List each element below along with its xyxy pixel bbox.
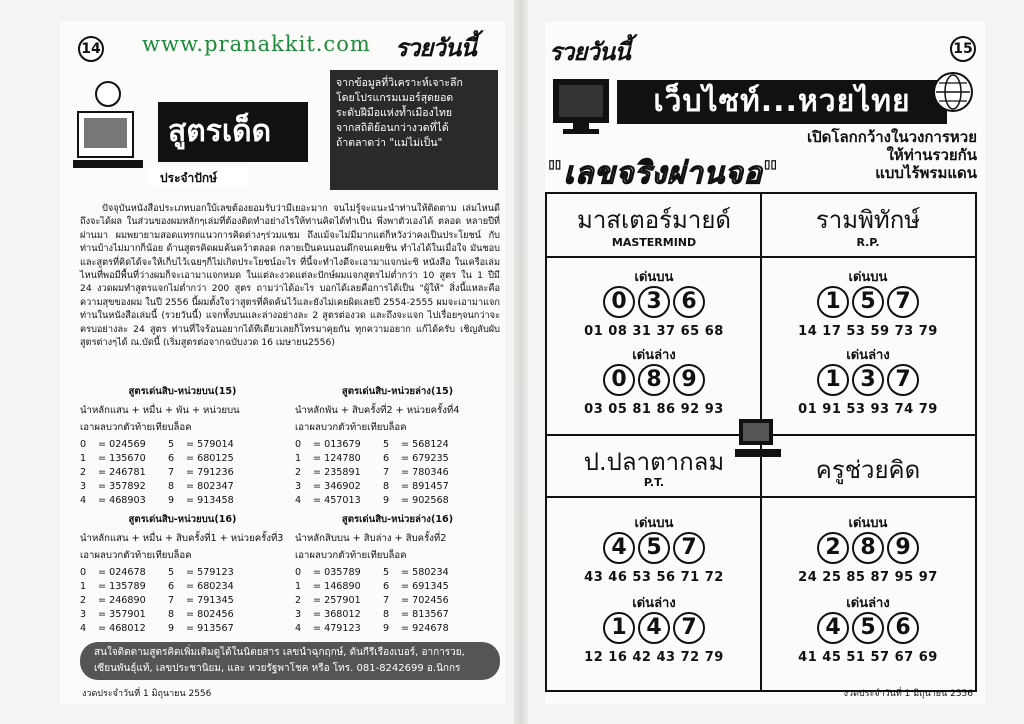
row-key: 5 <box>383 439 390 450</box>
row-value: = 579014 <box>186 439 234 450</box>
brand-logo-right: รวยวันนี้ <box>549 37 630 66</box>
row-value: = 035789 <box>313 567 361 578</box>
intro-line: โดยโปรแกรมเมอร์สุดยอด <box>336 92 454 104</box>
row-value: = 924678 <box>401 623 449 634</box>
hero-title-left: สูตรเด็ด <box>168 114 272 149</box>
top-digits <box>763 532 973 564</box>
row-key: 8 <box>168 609 175 620</box>
source-code: MASTERMIND <box>611 236 697 249</box>
row-key: 0 <box>80 439 87 450</box>
article-body <box>80 202 500 349</box>
row-key: 8 <box>383 481 390 492</box>
row-key: 6 <box>383 581 390 592</box>
row-value: = 680125 <box>186 453 234 464</box>
top-digits <box>549 532 759 564</box>
row-key: 9 <box>383 495 390 506</box>
bottom-label: เด่นล่าง <box>846 596 890 611</box>
article-paragraph: ปัจจุบันหนังสือประเภทบอกใบ้เลขต้องยอมรับว่ามีเยอะมาก จนไม่รู้จะแนะนำท่านให้ติดตาม เล่มไหนดีถึงจะได้ผล ในส่วนของผมหลักๆเล่มที่ต้องติดทำอย่างไรให้ท่านคิดได้ทำเป็น พึ่งพาตัวเองได้ ตลอด หลายปีที่ผ่านมา ผมพยายามสอดแทรกแนวการคิดต่างๆร่วมแชม ถึงแม้จะไม่มีมากแต่ก็หวังว่าคงเป็นประโยชน์ กับท่านบ้างไม่มากก็น้อย ด้านสูตรคิดผมค้นคว้าตลอด กลายเป็นคนนอนดึกจนเคยชิน ทำไงได้ในเมื่อใจ มันชอบ และสูตรที่คิดได้จะให้เก็บไว้เฉยๆก็ไม่เกิดประโยชน์อะไร ที่นี้จะทำไงดีจะเอามาแจกน่ะซิ หนังสือ ในเครือเล่มไหนที่พอมีพื้นที่ว่างผมก็จะเอามาแจกหมด ในแต่ละงวดแต่ละปักษ์ผมแจกสูตรไม่ต่ำกว่า 10 สูตร ใน 1 ปีมี 24 งวดผมทำสูตรแจกไม่ต่ำกว่า 200 สูตร ถามว่าได้อะไร บอกได้เลยคือการได้เป็น "ผู้ให้" สิ่งนี้แหละคือความสุขของผม ในปี 2556 นี้ผมตั้งใจว่าสูตรที่คิดค้นไว้และยังไม่เคยผิดเลยปี 2554-2555 ผมจะเอามาแจกท่านในหนังสือเล่มนี้ (รวยวันนี้) แจกทั้งบนและล่างอย่างละ 2 สูตรต่องวด และถึงจะแจก ไปเรื่อยๆจนกว่าจะครบอย่างละ 24 สูตร ท่านที่ใจร้อนอยากได้ทีเดียวเลยก็โทรมาคุยกัน ทุกความอยาก แก้ได้ครับ เชิญลับผับสูตรต่างๆได้ ณ.บัดนี้ (เริ่มสูตรต่อจากฉบับงวด 16 เมษายน2556) <box>80 203 500 349</box>
row-value: = 479123 <box>313 623 361 634</box>
row-key: 0 <box>295 567 302 578</box>
formula-title: สูตรเด่นสิบ-หน่วยบน(16) <box>128 514 237 525</box>
book-spine <box>514 0 528 724</box>
row-value: = 357892 <box>98 481 146 492</box>
row-value: = 691345 <box>401 581 449 592</box>
row-key: 6 <box>383 453 390 464</box>
subtitle-line: เปิดโลกกว้างในวงการหวย <box>807 128 977 146</box>
row-key: 9 <box>168 623 175 634</box>
row-key: 3 <box>80 481 87 492</box>
intro-line: จากข้อมูลที่วิเคราะห์เจาะลึก <box>336 77 463 89</box>
row-key: 2 <box>295 595 302 606</box>
row-key: 1 <box>80 581 87 592</box>
hero-illustration <box>68 72 318 192</box>
row-key: 2 <box>80 467 87 478</box>
row-value: = 346902 <box>313 481 361 492</box>
bottom-numbers: 03 05 81 86 92 93 <box>584 402 724 417</box>
bottom-label: เด่นล่าง <box>632 596 676 611</box>
row-value: = 135789 <box>98 581 146 592</box>
row-key: 7 <box>383 595 390 606</box>
row-value: = 791345 <box>186 595 234 606</box>
formula-title: สูตรเด่นสิบ-หน่วยล่าง(15) <box>341 386 454 397</box>
brand-logo-left: รวยวันนี้ <box>395 33 476 62</box>
row-value: = 579123 <box>186 567 234 578</box>
bottom-digits <box>763 612 973 644</box>
formula-desc-2: เอาผลบวกตัวท้ายเทียบล็อค <box>80 550 192 561</box>
digit-circle: 9 <box>673 364 705 396</box>
row-key: 8 <box>383 609 390 620</box>
row-key: 3 <box>295 609 302 620</box>
top-label: เด่นบน <box>634 516 674 531</box>
contact-line: เซียนพันธุ์แท้, เลขประชานิยม, และ หวยรัฐพาโชค หรือ โทร. 081-8242699 อ.นิกกร <box>94 663 461 674</box>
row-value: = 802347 <box>186 481 234 492</box>
row-key: 3 <box>295 481 302 492</box>
row-key: 3 <box>80 609 87 620</box>
row-value: = 368012 <box>313 609 361 620</box>
row-value: = 791236 <box>186 467 234 478</box>
formula-block <box>295 384 500 506</box>
row-value: = 780346 <box>401 467 449 478</box>
digit-circle: 0 <box>603 286 635 318</box>
monitor-icon <box>551 77 613 137</box>
bottom-numbers: 41 45 51 57 67 69 <box>798 650 938 665</box>
top-numbers: 01 08 31 37 65 68 <box>584 324 724 339</box>
row-key: 0 <box>295 439 302 450</box>
formula-desc-2: เอาผลบวกตัวท้ายเทียบล็อค <box>295 550 407 561</box>
issue-date-left: งวดประจำวันที่ 1 มิถุนายน 2556 <box>82 689 212 699</box>
row-value: = 902568 <box>401 495 449 506</box>
grid-divider <box>547 496 975 498</box>
bottom-digits <box>549 364 759 396</box>
formula-desc-2: เอาผลบวกตัวท้ายเทียบล็อค <box>80 422 192 433</box>
digit-circle: 8 <box>852 532 884 564</box>
row-value: = 680234 <box>186 581 234 592</box>
row-value: = 679235 <box>401 453 449 464</box>
row-key: 5 <box>168 439 175 450</box>
hero-title-right: เว็บไซท์...หวยไทย <box>617 80 947 124</box>
hero-intro-box <box>330 70 498 190</box>
page-number-right: 15 <box>950 36 976 62</box>
digit-circle: 6 <box>887 612 919 644</box>
digit-circle: 6 <box>673 286 705 318</box>
source-name: ครูช่วยคิด <box>815 456 921 484</box>
row-value: = 580234 <box>401 567 449 578</box>
digit-circle: 5 <box>638 532 670 564</box>
row-value: = 357901 <box>98 609 146 620</box>
digit-circle: 4 <box>603 532 635 564</box>
source-name: มาสเตอร์มายด์ <box>577 206 731 234</box>
subtitle-line: ให้ท่านรวยกัน <box>886 146 977 164</box>
grid-divider <box>547 256 975 258</box>
row-value: = 457013 <box>313 495 361 506</box>
tagline-quote: "เลขจริงผ่านจอ" <box>547 156 780 191</box>
row-value: = 257901 <box>313 595 361 606</box>
row-key: 1 <box>295 581 302 592</box>
row-key: 4 <box>80 623 87 634</box>
bottom-numbers: 12 16 42 43 72 79 <box>584 650 724 665</box>
bottom-digits <box>763 364 973 396</box>
row-key: 6 <box>168 453 175 464</box>
digit-circle: 1 <box>817 286 849 318</box>
row-value: = 802456 <box>186 609 234 620</box>
digit-circle: 3 <box>852 364 884 396</box>
hero-subtitle-left: ประจำปักษ์ <box>160 171 218 185</box>
row-key: 2 <box>295 467 302 478</box>
top-label: เด่นบน <box>848 270 888 285</box>
formula-block <box>80 384 285 506</box>
row-value: = 013679 <box>313 439 361 450</box>
row-value: = 913458 <box>186 495 234 506</box>
small-computer-icon <box>735 417 785 462</box>
formula-desc: นำหลักพัน + สิบครั้งที่2 + หน่วยครั้งที่4 <box>295 405 460 416</box>
row-key: 7 <box>168 467 175 478</box>
row-key: 4 <box>80 495 87 506</box>
row-value: = 702456 <box>401 595 449 606</box>
formula-desc: นำหลักแสน + หมื่น + สิบครั้งที่1 + หน่วยครั้งที่3 <box>80 533 284 544</box>
contact-banner <box>80 642 500 680</box>
row-key: 2 <box>80 595 87 606</box>
digit-circle: 3 <box>638 286 670 318</box>
subtitle-line: แบบไร้พรมแดน <box>875 164 977 182</box>
bottom-label: เด่นล่าง <box>632 348 676 363</box>
digit-circle: 4 <box>638 612 670 644</box>
source-name: รามพิทักษ์ <box>815 206 921 234</box>
row-value: = 468903 <box>98 495 146 506</box>
row-value: = 891457 <box>401 481 449 492</box>
digit-circle: 4 <box>817 612 849 644</box>
row-value: = 246781 <box>98 467 146 478</box>
digit-circle: 7 <box>887 364 919 396</box>
top-digits <box>763 286 973 318</box>
formula-desc: นำหลักแสน + หมื่น + พัน + หน่วยบน <box>80 405 240 416</box>
row-value: = 235891 <box>313 467 361 478</box>
intro-line: ถ้าตลาดว่า "แม่ไม่เป็น" <box>336 137 443 149</box>
row-key: 5 <box>168 567 175 578</box>
row-value: = 568124 <box>401 439 449 450</box>
issue-date-right: งวดประจำวันที่ 1 มิถุนายน 2556 <box>843 689 973 699</box>
row-key: 6 <box>168 581 175 592</box>
row-key: 7 <box>168 595 175 606</box>
bottom-numbers: 01 91 53 93 74 79 <box>798 402 938 417</box>
row-key: 4 <box>295 623 302 634</box>
row-key: 1 <box>295 453 302 464</box>
row-value: = 813567 <box>401 609 449 620</box>
row-key: 9 <box>168 495 175 506</box>
top-numbers: 43 46 53 56 71 72 <box>584 570 724 585</box>
row-value: = 024569 <box>98 439 146 450</box>
row-value: = 146890 <box>313 581 361 592</box>
formula-rows <box>80 567 285 634</box>
digit-circle: 2 <box>817 532 849 564</box>
row-value: = 913567 <box>186 623 234 634</box>
row-key: 8 <box>168 481 175 492</box>
row-key: 1 <box>80 453 87 464</box>
digit-circle: 7 <box>673 532 705 564</box>
formula-title: สูตรเด่นสิบ-หน่วยบน(15) <box>128 386 237 397</box>
source-name: ป.ปลาตากลม <box>583 448 725 476</box>
row-value: = 468012 <box>98 623 146 634</box>
top-numbers: 24 25 85 87 95 97 <box>798 570 938 585</box>
row-key: 5 <box>383 567 390 578</box>
digit-circle: 1 <box>603 612 635 644</box>
left-page <box>60 22 505 704</box>
contact-line: สนใจติดตามสูตรคิดเพิ่มเติมดูได้ในนิตยสาร เลขนำฉุกฤกษ์, ดันกีรีเรืองเบอร์, อาการวย, <box>94 647 465 658</box>
formula-desc: นำหลักสิบบน + สิบล่าง + สิบครั้งที่2 <box>295 533 447 544</box>
formula-rows <box>295 567 500 634</box>
formula-rows <box>295 439 500 506</box>
row-value: = 246890 <box>98 595 146 606</box>
intro-line: จากสถิติย้อนกว่างวดที่ได้ <box>336 122 449 134</box>
formula-rows <box>80 439 285 506</box>
row-value: = 024678 <box>98 567 146 578</box>
formula-title: สูตรเด่นสิบ-หน่วยล่าง(16) <box>341 514 454 525</box>
globe-icon <box>933 72 973 112</box>
row-value: = 135670 <box>98 453 146 464</box>
bottom-digits <box>549 612 759 644</box>
row-key: 7 <box>383 467 390 478</box>
row-key: 9 <box>383 623 390 634</box>
formula-block <box>80 512 285 634</box>
digit-circle: 5 <box>852 612 884 644</box>
intro-line: ระดับฝีมือแห่งท้ำเมืองไทย <box>336 107 453 119</box>
source-code: R.P. <box>856 236 880 249</box>
formula-block <box>295 512 500 634</box>
digit-circle: 1 <box>817 364 849 396</box>
page-number-left: 14 <box>78 36 104 62</box>
top-label: เด่นบน <box>848 516 888 531</box>
row-key: 0 <box>80 567 87 578</box>
row-key: 4 <box>295 495 302 506</box>
digit-circle: 7 <box>887 286 919 318</box>
source-code: P.T. <box>643 476 665 489</box>
digit-circle: 9 <box>887 532 919 564</box>
top-label: เด่นบน <box>634 270 674 285</box>
website-url: www.pranakkit.com <box>142 32 371 56</box>
formula-desc-2: เอาผลบวกตัวท้ายเทียบล็อค <box>295 422 407 433</box>
row-value: = 124780 <box>313 453 361 464</box>
digit-circle: 0 <box>603 364 635 396</box>
bottom-label: เด่นล่าง <box>846 348 890 363</box>
right-page <box>545 22 985 704</box>
top-digits <box>549 286 759 318</box>
digit-circle: 8 <box>638 364 670 396</box>
digit-circle: 7 <box>673 612 705 644</box>
digit-circle: 5 <box>852 286 884 318</box>
top-numbers: 14 17 53 59 73 79 <box>798 324 938 339</box>
